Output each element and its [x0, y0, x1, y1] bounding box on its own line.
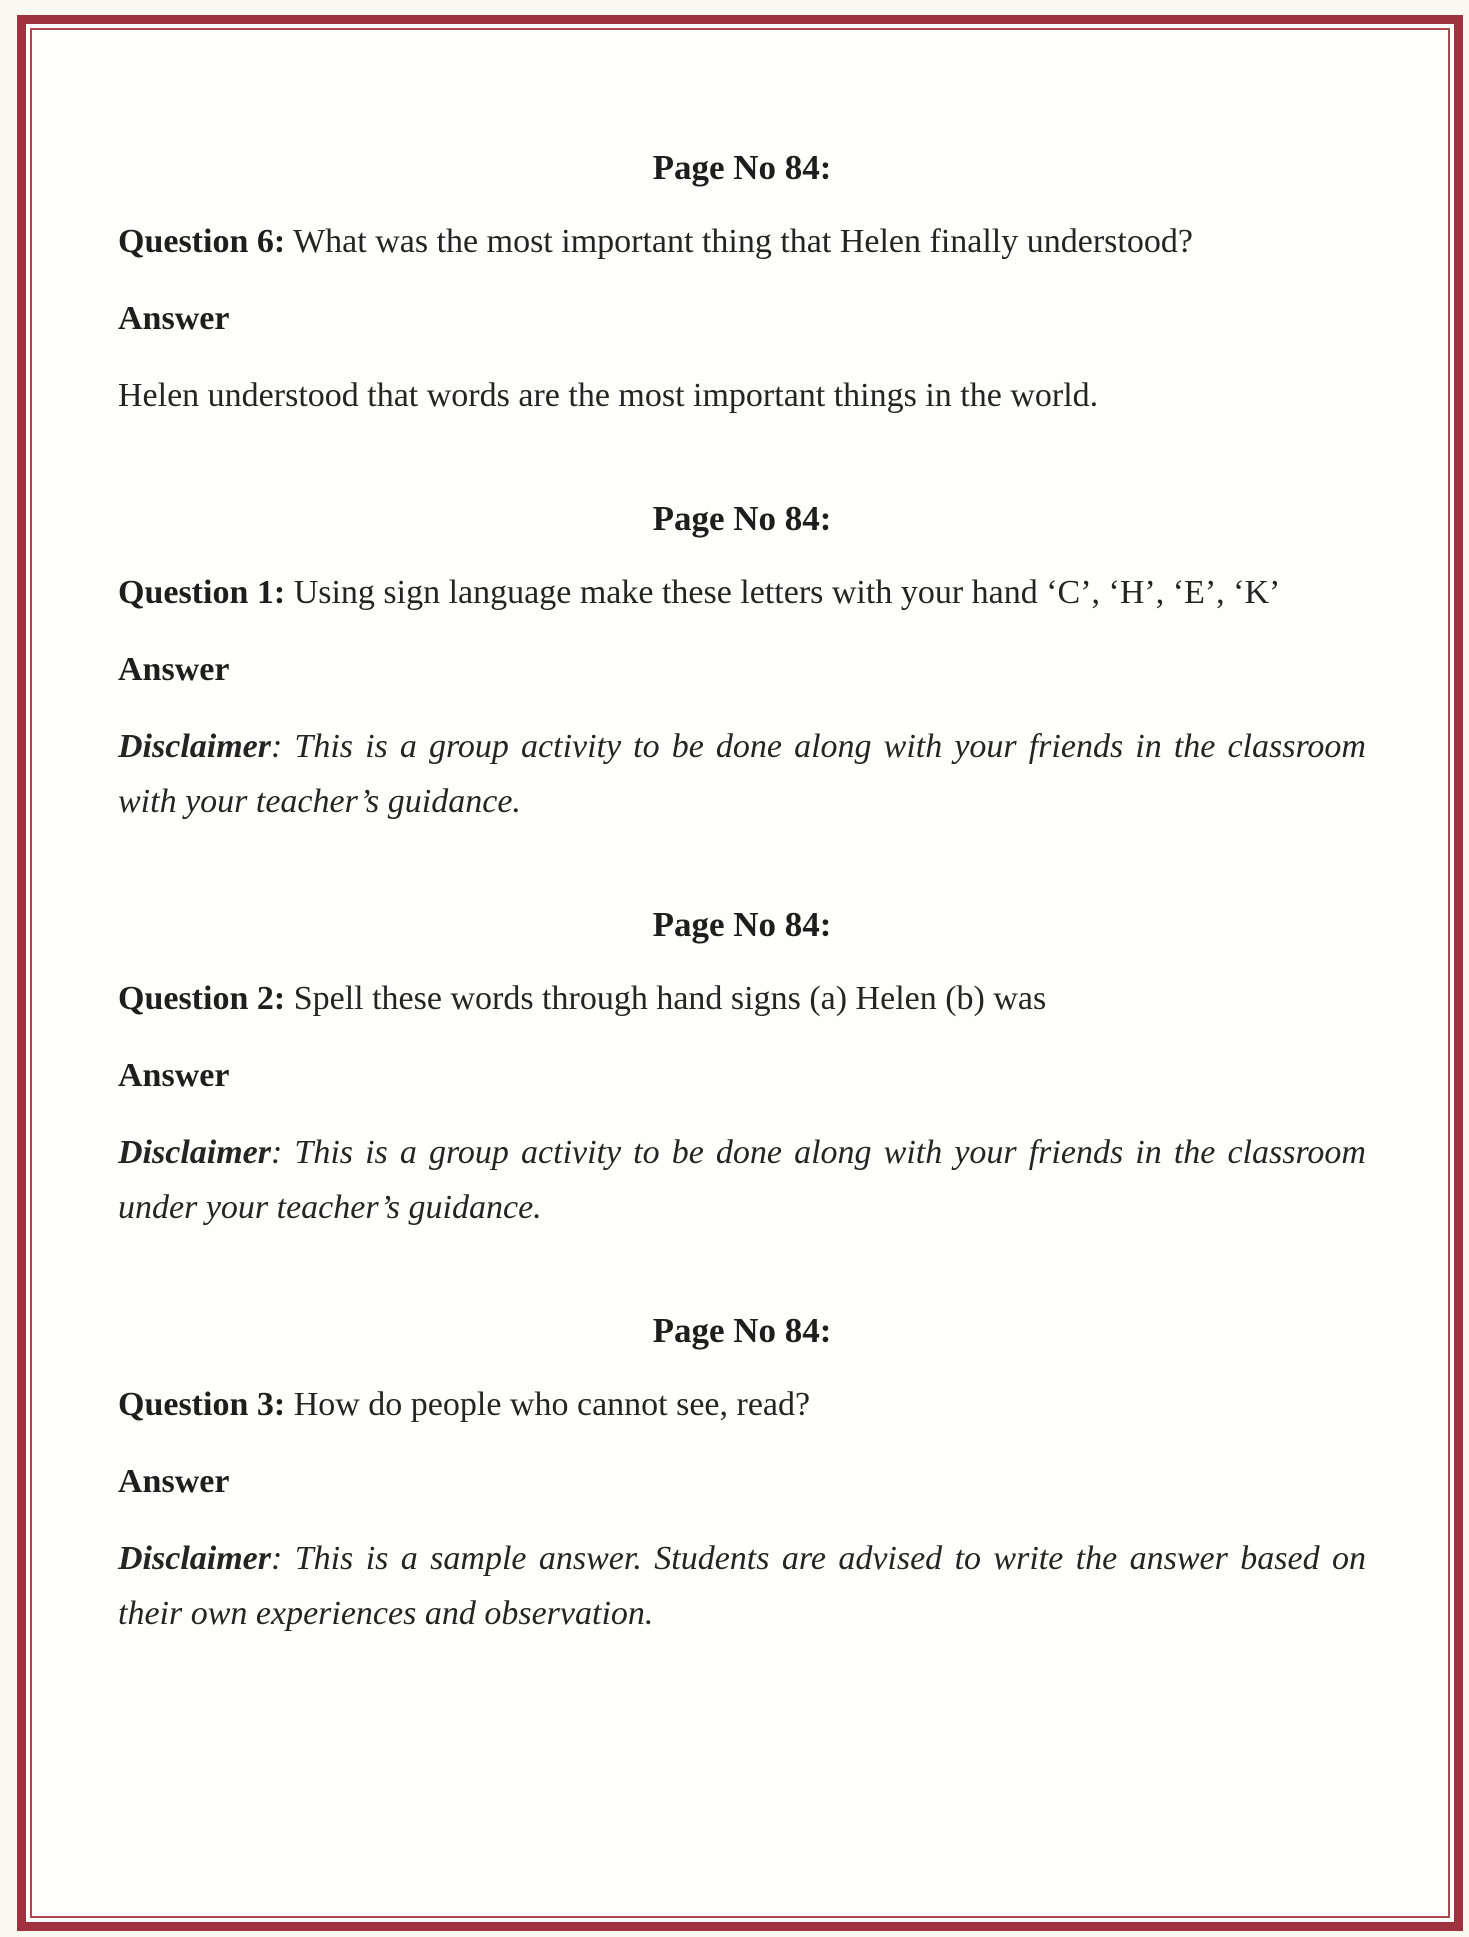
page-heading: Page No 84:: [652, 1311, 832, 1350]
page-heading: Page No 84:: [652, 905, 832, 944]
qa-section-3: [118, 905, 1366, 1235]
page-heading: Page No 84:: [652, 148, 832, 187]
disclaimer-paragraph: [118, 719, 1366, 829]
disclaimer-text: : This is a group activity to be done along with your friends in the classroom with your teacher’s guidance.: [118, 728, 1366, 820]
page-outer-border: [17, 15, 1463, 1931]
question-label: Question 2:: [118, 980, 286, 1017]
disclaimer-label: Disclaimer: [118, 728, 271, 765]
question-text: What was the most important thing that Helen finally understood?: [293, 223, 1193, 260]
question-paragraph: [118, 971, 1366, 1026]
answer-label: Answer: [118, 1057, 230, 1094]
disclaimer-paragraph: [118, 1125, 1366, 1235]
question-paragraph: [118, 1377, 1366, 1432]
question-text: How do people who cannot see, read?: [293, 1386, 811, 1423]
answer-label: Answer: [118, 1463, 230, 1500]
question-label: Question 6:: [118, 223, 286, 260]
disclaimer-label: Disclaimer: [118, 1540, 271, 1577]
disclaimer-text: : This is a sample answer. Students are advised to write the answer based on their own experiences and observation.: [118, 1540, 1366, 1632]
answer-label: Answer: [118, 300, 230, 337]
question-label: Question 1:: [118, 574, 286, 611]
question-text: Spell these words through hand signs (a) Helen (b) was: [293, 980, 1047, 1017]
qa-section-4: [118, 1311, 1366, 1641]
question-paragraph: [118, 214, 1366, 269]
disclaimer-paragraph: [118, 1531, 1366, 1641]
qa-section-1: [118, 148, 1366, 423]
disclaimer-label: Disclaimer: [118, 1134, 271, 1171]
answer-text: Helen understood that words are the most important things in the world.: [118, 377, 1099, 414]
question-paragraph: [118, 565, 1366, 620]
question-text: Using sign language make these letters with your hand ‘C’, ‘H’, ‘E’, ‘K’: [293, 574, 1281, 611]
disclaimer-text: : This is a group activity to be done along with your friends in the classroom under your teacher’s guidance.: [118, 1134, 1366, 1226]
question-label: Question 3:: [118, 1386, 286, 1423]
page-inner-border: [30, 28, 1450, 1918]
page-heading: Page No 84:: [652, 499, 832, 538]
qa-section-2: [118, 499, 1366, 829]
answer-label: Answer: [118, 651, 230, 688]
